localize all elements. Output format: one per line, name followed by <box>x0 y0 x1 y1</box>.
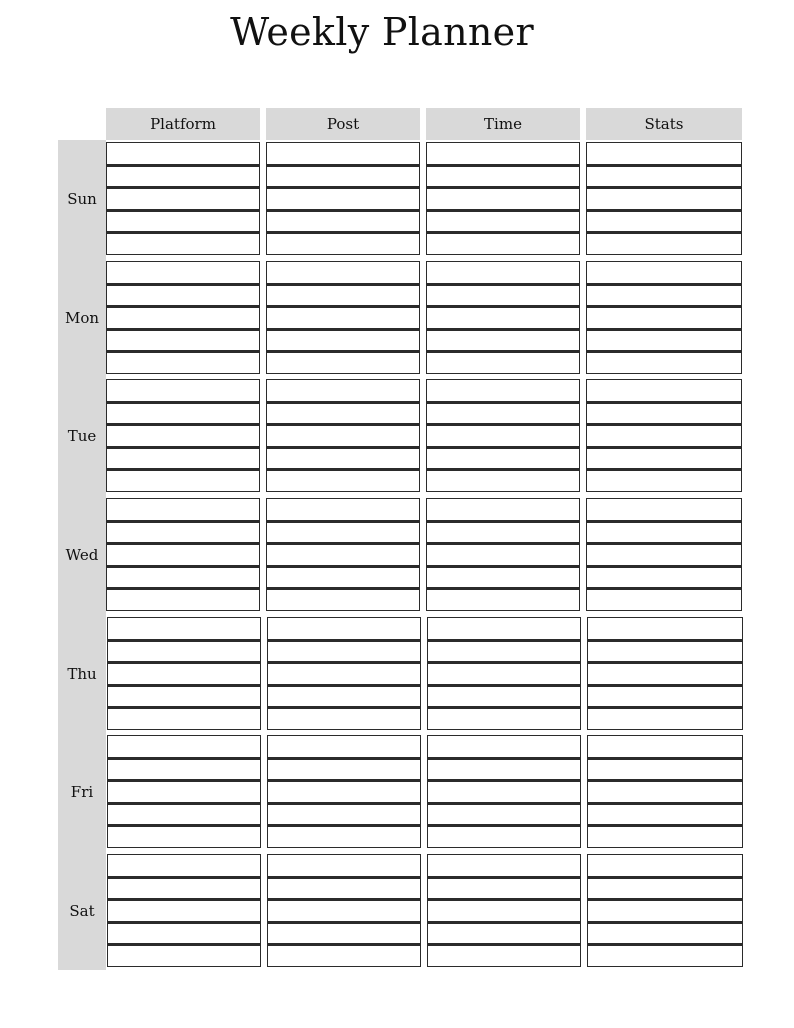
day-wed-platform-group <box>106 498 260 611</box>
entry-field[interactable] <box>587 780 743 803</box>
day-mon-time-group <box>426 261 580 374</box>
entry-field[interactable] <box>426 588 580 611</box>
entry-field[interactable] <box>587 707 743 730</box>
entry-field[interactable] <box>427 899 581 922</box>
entry-field[interactable] <box>107 685 261 708</box>
entry-field[interactable] <box>587 735 743 758</box>
entry-field[interactable] <box>587 758 743 781</box>
entry-field[interactable] <box>586 379 742 402</box>
entry-field[interactable] <box>426 498 580 521</box>
entry-field[interactable] <box>266 521 420 544</box>
entry-field[interactable] <box>586 543 742 566</box>
day-tue-post-group <box>266 379 420 492</box>
entry-field[interactable] <box>267 707 421 730</box>
entry-field[interactable] <box>427 944 581 967</box>
entry-field[interactable] <box>106 306 260 329</box>
day-fri-stats-group <box>587 735 743 848</box>
entry-field[interactable] <box>266 187 420 210</box>
entry-field[interactable] <box>587 662 743 685</box>
entry-field[interactable] <box>586 165 742 188</box>
entry-field[interactable] <box>427 617 581 640</box>
entry-field[interactable] <box>106 424 260 447</box>
day-sun-post-group <box>266 142 420 255</box>
entry-field[interactable] <box>267 854 421 877</box>
entry-field[interactable] <box>427 685 581 708</box>
day-tue-time-group <box>426 379 580 492</box>
entry-field[interactable] <box>107 662 261 685</box>
entry-field[interactable] <box>586 261 742 284</box>
entry-field[interactable] <box>587 640 743 663</box>
entry-field[interactable] <box>107 617 261 640</box>
entry-field[interactable] <box>107 944 261 967</box>
entry-field[interactable] <box>266 261 420 284</box>
column-header-time: Time <box>426 108 580 140</box>
day-sat-stats-group <box>587 854 743 967</box>
day-thu-stats-group <box>587 617 743 730</box>
entry-field[interactable] <box>586 498 742 521</box>
column-header-platform: Platform <box>106 108 260 140</box>
entry-field[interactable] <box>106 351 260 374</box>
entry-field[interactable] <box>266 424 420 447</box>
entry-field[interactable] <box>106 521 260 544</box>
day-fri-post-group <box>267 735 421 848</box>
entry-field[interactable] <box>267 825 421 848</box>
entry-field[interactable] <box>586 588 742 611</box>
entry-field[interactable] <box>587 803 743 826</box>
entry-field[interactable] <box>106 142 260 165</box>
entry-field[interactable] <box>266 284 420 307</box>
entry-field[interactable] <box>427 854 581 877</box>
entry-field[interactable] <box>106 187 260 210</box>
entry-field[interactable] <box>107 780 261 803</box>
entry-field[interactable] <box>107 803 261 826</box>
entry-field[interactable] <box>426 210 580 233</box>
entry-field[interactable] <box>266 469 420 492</box>
entry-field[interactable] <box>266 588 420 611</box>
entry-field[interactable] <box>107 922 261 945</box>
entry-field[interactable] <box>427 758 581 781</box>
day-sat-post-group <box>267 854 421 967</box>
entry-field[interactable] <box>107 758 261 781</box>
entry-field[interactable] <box>106 447 260 470</box>
entry-field[interactable] <box>426 142 580 165</box>
day-thu-post-group <box>267 617 421 730</box>
entry-field[interactable] <box>267 803 421 826</box>
entry-field[interactable] <box>586 306 742 329</box>
entry-field[interactable] <box>427 780 581 803</box>
entry-field[interactable] <box>586 402 742 425</box>
entry-field[interactable] <box>426 284 580 307</box>
entry-field[interactable] <box>106 566 260 589</box>
entry-field[interactable] <box>426 351 580 374</box>
entry-field[interactable] <box>587 899 743 922</box>
entry-field[interactable] <box>267 899 421 922</box>
entry-field[interactable] <box>267 877 421 900</box>
day-fri-time-group <box>427 735 581 848</box>
entry-field[interactable] <box>427 877 581 900</box>
entry-field[interactable] <box>427 707 581 730</box>
entry-field[interactable] <box>106 165 260 188</box>
entry-field[interactable] <box>266 498 420 521</box>
entry-field[interactable] <box>426 543 580 566</box>
entry-field[interactable] <box>586 329 742 352</box>
entry-field[interactable] <box>427 735 581 758</box>
entry-field[interactable] <box>266 232 420 255</box>
entry-field[interactable] <box>586 187 742 210</box>
entry-field[interactable] <box>266 165 420 188</box>
day-label-wed: Wed <box>58 495 106 614</box>
day-fri-platform-group <box>107 735 261 848</box>
entry-field[interactable] <box>107 735 261 758</box>
day-sun-platform-group <box>106 142 260 255</box>
entry-field[interactable] <box>426 232 580 255</box>
day-sat-platform-group <box>107 854 261 967</box>
entry-field[interactable] <box>267 922 421 945</box>
day-thu-platform-group <box>107 617 261 730</box>
entry-field[interactable] <box>107 899 261 922</box>
entry-field[interactable] <box>586 447 742 470</box>
day-wed-post-group <box>266 498 420 611</box>
day-thu-time-group <box>427 617 581 730</box>
entry-field[interactable] <box>267 780 421 803</box>
day-mon-stats-group <box>586 261 742 374</box>
day-label-thu: Thu <box>58 614 106 733</box>
entry-field[interactable] <box>267 758 421 781</box>
day-label-sun: Sun <box>58 140 106 258</box>
day-sat-time-group <box>427 854 581 967</box>
entry-field[interactable] <box>106 588 260 611</box>
page-title: Weekly Planner <box>230 10 534 54</box>
entry-field[interactable] <box>266 402 420 425</box>
entry-field[interactable] <box>106 498 260 521</box>
entry-field[interactable] <box>426 261 580 284</box>
day-sun-time-group <box>426 142 580 255</box>
entry-field[interactable] <box>106 379 260 402</box>
entry-field[interactable] <box>427 922 581 945</box>
column-header-post: Post <box>266 108 420 140</box>
day-tue-stats-group <box>586 379 742 492</box>
entry-field[interactable] <box>426 306 580 329</box>
entry-field[interactable] <box>267 640 421 663</box>
entry-field[interactable] <box>106 232 260 255</box>
entry-field[interactable] <box>106 210 260 233</box>
entry-field[interactable] <box>426 424 580 447</box>
entry-field[interactable] <box>587 617 743 640</box>
entry-field[interactable] <box>106 329 260 352</box>
entry-field[interactable] <box>266 566 420 589</box>
entry-field[interactable] <box>107 877 261 900</box>
entry-field[interactable] <box>267 735 421 758</box>
day-label-fri: Fri <box>58 733 106 851</box>
entry-field[interactable] <box>586 424 742 447</box>
entry-field[interactable] <box>426 379 580 402</box>
entry-field[interactable] <box>267 617 421 640</box>
entry-field[interactable] <box>267 662 421 685</box>
entry-field[interactable] <box>586 284 742 307</box>
entry-field[interactable] <box>426 521 580 544</box>
entry-field[interactable] <box>106 402 260 425</box>
entry-field[interactable] <box>426 187 580 210</box>
entry-field[interactable] <box>586 142 742 165</box>
entry-field[interactable] <box>266 210 420 233</box>
entry-field[interactable] <box>266 543 420 566</box>
entry-field[interactable] <box>106 284 260 307</box>
day-mon-platform-group <box>106 261 260 374</box>
entry-field[interactable] <box>426 566 580 589</box>
entry-field[interactable] <box>266 142 420 165</box>
entry-field[interactable] <box>587 944 743 967</box>
entry-field[interactable] <box>586 566 742 589</box>
entry-field[interactable] <box>266 351 420 374</box>
entry-field[interactable] <box>106 543 260 566</box>
entry-field[interactable] <box>266 379 420 402</box>
entry-field[interactable] <box>426 402 580 425</box>
day-tue-platform-group <box>106 379 260 492</box>
day-label-mon: Mon <box>58 258 106 377</box>
entry-field[interactable] <box>267 685 421 708</box>
entry-field[interactable] <box>587 922 743 945</box>
day-label-sat: Sat <box>58 851 106 970</box>
day-label-tue: Tue <box>58 377 106 495</box>
column-header-stats: Stats <box>586 108 742 140</box>
day-wed-stats-group <box>586 498 742 611</box>
entry-field[interactable] <box>427 662 581 685</box>
entry-field[interactable] <box>427 803 581 826</box>
entry-field[interactable] <box>266 306 420 329</box>
entry-field[interactable] <box>586 232 742 255</box>
entry-field[interactable] <box>427 640 581 663</box>
entry-field[interactable] <box>426 329 580 352</box>
entry-field[interactable] <box>587 685 743 708</box>
entry-field[interactable] <box>587 825 743 848</box>
entry-field[interactable] <box>586 351 742 374</box>
entry-field[interactable] <box>587 877 743 900</box>
entry-field[interactable] <box>427 825 581 848</box>
entry-field[interactable] <box>266 447 420 470</box>
entry-field[interactable] <box>266 329 420 352</box>
entry-field[interactable] <box>586 469 742 492</box>
entry-field[interactable] <box>106 469 260 492</box>
entry-field[interactable] <box>267 944 421 967</box>
entry-field[interactable] <box>426 447 580 470</box>
entry-field[interactable] <box>107 825 261 848</box>
entry-field[interactable] <box>586 210 742 233</box>
day-sun-stats-group <box>586 142 742 255</box>
day-mon-post-group <box>266 261 420 374</box>
entry-field[interactable] <box>107 640 261 663</box>
entry-field[interactable] <box>106 261 260 284</box>
entry-field[interactable] <box>107 707 261 730</box>
entry-field[interactable] <box>587 854 743 877</box>
entry-field[interactable] <box>586 521 742 544</box>
entry-field[interactable] <box>426 165 580 188</box>
day-wed-time-group <box>426 498 580 611</box>
entry-field[interactable] <box>426 469 580 492</box>
entry-field[interactable] <box>107 854 261 877</box>
